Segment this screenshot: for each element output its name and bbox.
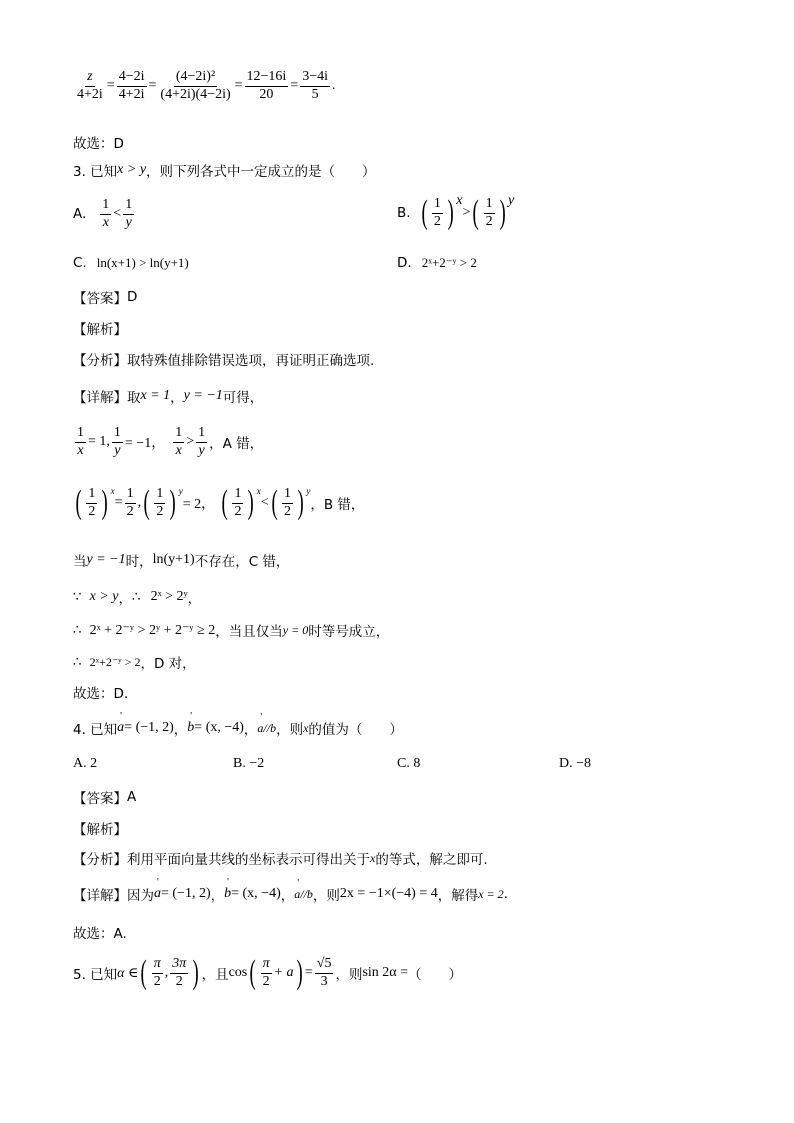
q3-because-line: ∵ x > y ， ∴ 2ˣ > 2ʸ ， bbox=[73, 589, 202, 607]
q4-stem: 4. 已知 ' a = (−1, 2) ， ' b = (x, −4) ， ' a//b ，则 x 的值为（ ） bbox=[73, 718, 403, 738]
q4-analysis-tag: 【解析】 bbox=[73, 822, 127, 838]
q3-option-d: D. 2ˣ+2⁻ʸ > 2 bbox=[397, 255, 477, 271]
q3-option-b: B. ( $\frac{1}{2}$ ) x > ( $\frac{1}{2}$ ) y bbox=[397, 193, 515, 231]
q4-final-answer: 故选：A. bbox=[73, 926, 127, 942]
q4-option-c: C. 8 bbox=[397, 756, 421, 771]
q3-line-a: $\frac{1}{x}$ = 1, $\frac{1}{y}$ = −1， $\frac{1}{x}$ > $\frac{1}{y}$ ，A 错， bbox=[77, 425, 264, 458]
q3-answer: 【答案】 D bbox=[73, 289, 138, 307]
q3-final-answer: 故选：D. bbox=[73, 686, 129, 702]
q4-answer: 【答案】 A bbox=[73, 789, 137, 807]
q2-final-answer: 故选：D bbox=[73, 136, 124, 152]
q3-inequality-line: ∴ 2ˣ + 2⁻ʸ > 2ʸ + 2⁻ʸ ≥ 2 ，当且仅当 y = 0 时等号成立， bbox=[73, 622, 390, 640]
q4-fenxi: 【分析】 利用平面向量共线的坐标表示可得出关于 x 的等式，解之即可. bbox=[73, 850, 488, 868]
q3-conclusion-line: ∴ 2ˣ+2⁻ʸ > 2 ，D 对， bbox=[73, 654, 196, 672]
q4-detail: 【详解】 因为 ' a = (−1, 2) ， ' b = (x, −4) ， ' a//b ，则 2x = −1×(−4) = 4 ，解得 x = 2 . bbox=[73, 884, 508, 904]
q3-analysis-tag: 【解析】 bbox=[73, 322, 127, 338]
q3-fenxi: 【分析】 取特殊值排除错误选项，再证明正确选项. bbox=[73, 353, 375, 369]
q3-stem: 3. 已知 x > y ，则下列各式中一定成立的是（ ） bbox=[73, 162, 376, 180]
q3-line-b: ( $\frac{1}{2}$ ) x = $\frac{1}{2}$ , ( $\frac{1}{2}$ ) y = 2， ( $\frac{1}{2}$ ) x < ( $\frac{1}{2}$ ) y ，B 错， bbox=[75, 484, 365, 521]
equation-line: $\frac{z}{4+2i}$ = $\frac{4-2i}{4+2i}$ = $\frac{\text{(4−2i)²}}{(4+2i)(4-2i)}$ = $\frac{12-16i}{20}$ = $\frac{3-4i}{5}$ . bbox=[77, 69, 336, 102]
q4-option-d: D. −8 bbox=[559, 756, 592, 771]
q4-option-b: B. −2 bbox=[233, 756, 265, 771]
q4-option-a: A. 2 bbox=[73, 756, 98, 771]
q3-line-c: 当 y = −1 时， ln(y+1) 不存在，C 错， bbox=[73, 552, 290, 570]
q3-option-a: A. $\frac{1}{x}$ < $\frac{1}{y}$ bbox=[73, 197, 133, 230]
q3-option-c: C. ln(x+1) > ln(y+1) bbox=[73, 255, 189, 271]
q5-stem: 5. 已知 α ∈ ( $\frac{\pi}{2}$ , $\frac{3\pi}{2}$ ) ，且 cos ( $\frac{\pi}{2}$ + a ) = $\frac{√5}{3}$ ，则 sin 2α = （ ） bbox=[73, 954, 463, 991]
q3-detail: 【详解】 取 x = 1 ， y = −1 可得， bbox=[73, 388, 264, 406]
